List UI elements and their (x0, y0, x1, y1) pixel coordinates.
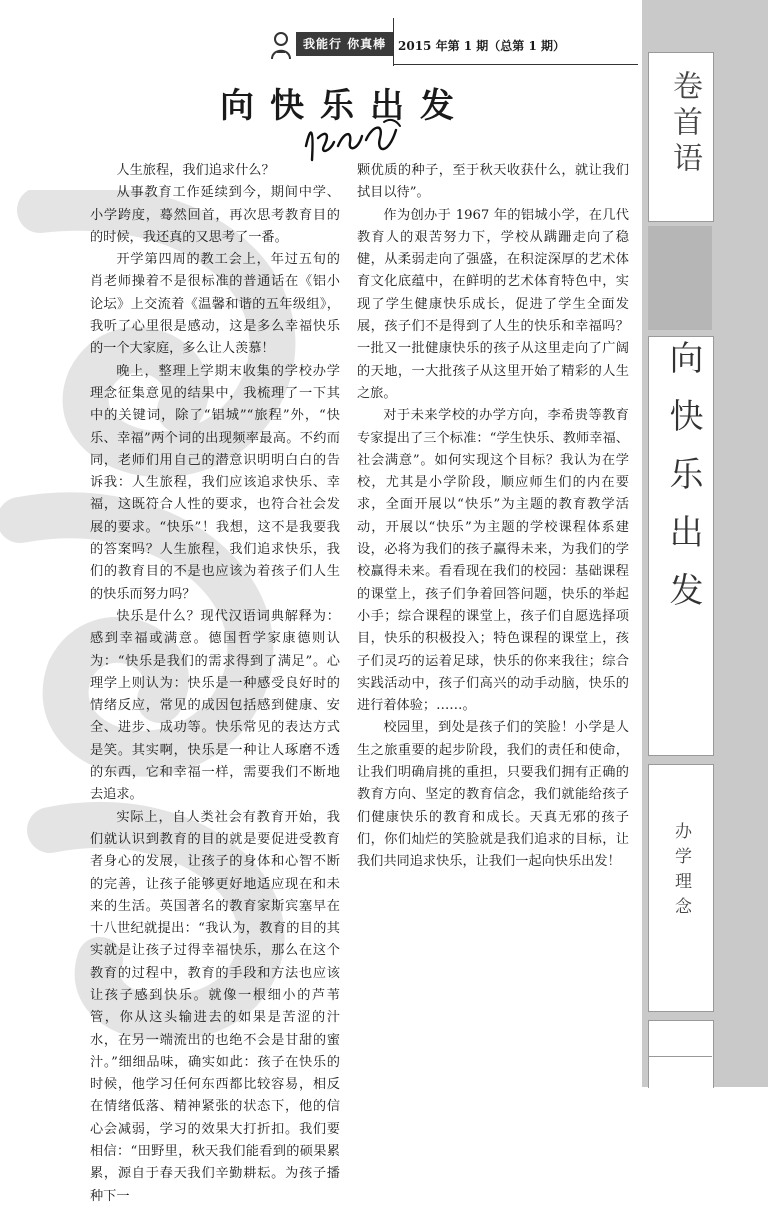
header-slogan: 我能行 你真棒 (296, 32, 393, 56)
child-logo-icon (268, 30, 294, 60)
paragraph: 开学第四周的教工会上，年过五旬的肖老师操着不是很标准的普通话在《铝小论坛》上交流着《温馨和谐的五年级组》，我听了心里很是感动，这是多么幸福快乐的一个大家庭，多么让人羡慕！ (90, 252, 340, 357)
page-header (258, 18, 638, 66)
paragraph: 晚上，整理上学期末收集的学校办学理念征集意见的结果中，我梳理了一下其中的关键词，除了“铝城”“旅程”外，“快乐、幸福”两个词的出现频率最高。不约而同，老师们用自己的潜意识明明白白的告诉我：人生旅程，我们应该追求快乐、幸福，这既符合人性的要求，也符合社会发展的要求。“快乐”！我想，这不是我要我的答案吗？人生旅程，我们追求快乐，我们的教育目的不是也应该为着孩子们人生的快乐而努力吗？ (90, 363, 340, 602)
author-signature (300, 116, 410, 166)
sidebar-column-name: 卷首语 (667, 70, 702, 178)
paragraph: 人生旅程，我们追求什么？ (116, 163, 275, 178)
article-title: 向快乐出发 (220, 86, 470, 126)
paragraph: 实际上，自人类社会有教育开始，我们就认识到教育的目的就是要促进受教育者身心的发展，让孩子的身体和心智不断的完善，让孩子能够更好地适应现在和未来的生活。英国著名的教育家斯宾塞早在十八世纪就提出：“我认为，教育的目的其实就是让孩子过得幸福快乐，那么在这个教育的过程中，教育的手段和方法也应该让孩子感到快乐。就像一根细小的芦苇管，你从这头输进去的如果是苦涩的汁水，在另一端流出的也绝不会是甘甜的蜜汁。”细细品味，确实如此：孩子在快乐的时候，他学习任何东西都比较容易，相反在情绪低落、精神紧张的状态下，他的信心会减弱，学习的效果大打折扣。我们要相信：“田野里，秋天我们能看到的硕果累累，源自于春天我们辛勤耕耘。为孩子播种下一 (90, 809, 340, 1204)
article-column-left (90, 160, 340, 1208)
paragraph: 对于未来学校的办学方向，李希贵等教育专家提出了三个标准：“学生快乐、教师幸福、社会满意”。如何实现这个目标？我认为在学校，尤其是小学阶段，顺应师生们的内在要求，全面开展以“快乐”为主题的教育教学活动，开展以“快乐”为主题的学校课程体系建设，必将为我们的孩子赢得未来，为我们的学校赢得未来。看看现在我们的校园：基础课程的课堂上，孩子们争着回答问题，快乐的举起小手；综合课程的课堂上，孩子们自愿选择项目，快乐的积极投入；特色课程的课堂上，孩子们灵巧的运着足球，快乐的你来我往；综合实践活动中，孩子们高兴的动手动脑，快乐的进行着体验；……。 (357, 408, 629, 714)
sidebar-article-title: 向快乐出发 (663, 340, 703, 630)
issue-number: 2015 年第 1 期（总第 1 期） (398, 39, 565, 53)
article-column-right (357, 160, 629, 874)
paragraph: 快乐是什么？现代汉语词典解释为：感到幸福或满意。德国哲学家康德则认为：“快乐是我们的需求得到了满足”。心理学上则认为：快乐是一种感受良好时的情绪反应，常见的成因包括感到健康、安全、进步、成功等。快乐常见的表达方式是笑。其实啊，快乐是一种让人琢磨不透的东西，它和幸福一样，需要我们不断地去追求。 (90, 608, 340, 803)
paragraph-continued: 颗优质的种子，至于秋天收获什么，就让我们拭目以待”。 (357, 163, 629, 201)
paragraph: 从事教育工作延续到今，期间中学、小学跨度，蓦然回首，再次思考教育目的的时候，我还真的又思考了一番。 (90, 185, 340, 245)
sidebar-footer-box (648, 1020, 714, 1088)
paragraph: 校园里，到处是孩子们的笑脸！小学是人生之旅重要的起步阶段，我们的责任和使命，让我们明确肩挑的重担，只要我们拥有正确的教育方向、坚定的教育信念，我们就能给孩子们健康快乐的教育和成长。天真无邪的孩子们，你们灿烂的笑脸就是我们追求的目标，让我们共同追求快乐，让我们一起向快乐出发！ (357, 720, 629, 870)
header-underline (393, 64, 638, 65)
sidebar-category: 办学理念 (671, 822, 691, 922)
paragraph: 作为创办于 1967 年的铝城小学，在几代教育人的艰苦努力下，学校从蹒跚走向了稳健，从柔弱走向了强盛，在积淀深厚的艺术体育文化底蕴中，在鲜明的艺术体育特色中，实现了学生健康快乐成长，促进了学生全面发展，孩子们不是得到了人生的快乐和幸福吗？一批又一批健康快乐的孩子从这里走向了广阔的天地，一大批孩子从这里开始了精彩的人生之旅。 (357, 207, 629, 401)
sidebar-footer-line (648, 1056, 712, 1057)
sidebar-strip (648, 226, 712, 330)
header-divider (393, 18, 394, 66)
